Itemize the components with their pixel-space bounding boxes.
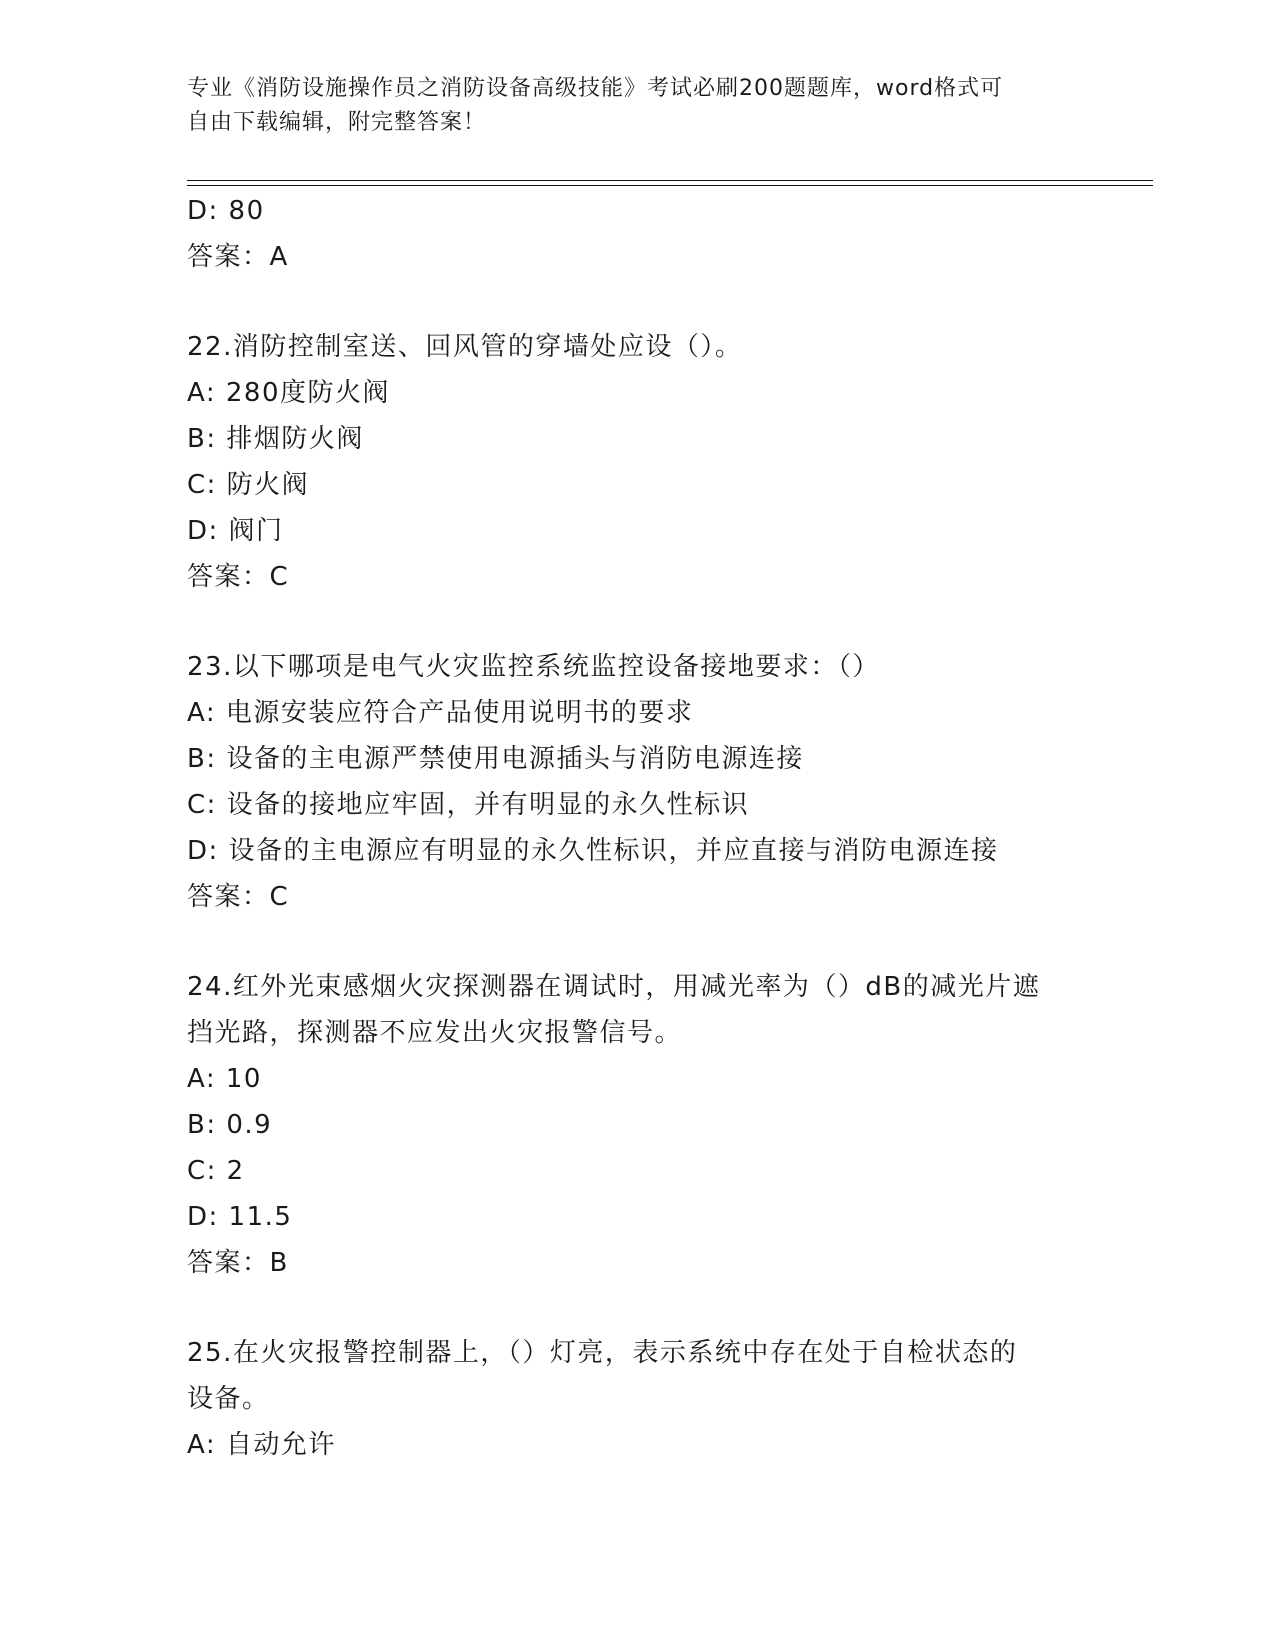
answer-line: 答案：A <box>187 242 289 272</box>
header-title-line-2: 自由下载编辑，附完整答案！ <box>187 110 487 135</box>
question-stem-continued: 设备。 <box>187 1384 270 1414</box>
question-stem: 24.红外光束感烟火灾探测器在调试时，用减光率为（）dB的减光片遮 <box>187 972 1041 1002</box>
spacer <box>187 280 1127 324</box>
header-title-line-1: 专业《消防设施操作员之消防设备高级技能》考试必刷200题题库，word格式可 <box>187 76 1004 101</box>
header-divider-bottom <box>187 185 1153 186</box>
option-a: A: 电源安装应符合产品使用说明书的要求 <box>187 698 694 728</box>
question-23 <box>187 644 1127 920</box>
option-d: D: 阀门 <box>187 516 284 546</box>
option-d: D: 80 <box>187 196 265 226</box>
spacer <box>187 920 1127 964</box>
option-d: D: 设备的主电源应有明显的永久性标识，并应直接与消防电源连接 <box>187 836 999 866</box>
question-stem: 25.在火灾报警控制器上，（）灯亮，表示系统中存在处于自检状态的 <box>187 1338 1018 1368</box>
spacer <box>187 600 1127 644</box>
option-b: B: 设备的主电源严禁使用电源插头与消防电源连接 <box>187 744 804 774</box>
question-24 <box>187 964 1127 1286</box>
answer-line: 答案：C <box>187 562 290 592</box>
question-list <box>187 188 1127 1468</box>
answer-line: 答案：C <box>187 882 290 912</box>
previous-question-tail <box>187 188 1127 280</box>
question-22 <box>187 324 1127 600</box>
option-d: D: 11.5 <box>187 1202 293 1232</box>
answer-line: 答案：B <box>187 1248 289 1278</box>
option-a: A: 280度防火阀 <box>187 378 390 408</box>
question-25 <box>187 1330 1127 1468</box>
option-c: C: 2 <box>187 1156 245 1186</box>
question-stem: 23.以下哪项是电气火灾监控系统监控设备接地要求：（） <box>187 652 880 682</box>
question-stem-continued: 挡光路，探测器不应发出火灾报警信号。 <box>187 1018 683 1048</box>
spacer <box>187 1286 1127 1330</box>
option-b: B: 0.9 <box>187 1110 273 1140</box>
header-divider-top <box>187 180 1153 181</box>
option-a: A: 自动允许 <box>187 1430 336 1460</box>
option-a: A: 10 <box>187 1064 262 1094</box>
question-stem: 22.消防控制室送、回风管的穿墙处应设（）。 <box>187 332 743 362</box>
document-header <box>187 72 1087 140</box>
option-c: C: 防火阀 <box>187 470 310 500</box>
option-b: B: 排烟防火阀 <box>187 424 364 454</box>
option-c: C: 设备的接地应牢固，并有明显的永久性标识 <box>187 790 750 820</box>
